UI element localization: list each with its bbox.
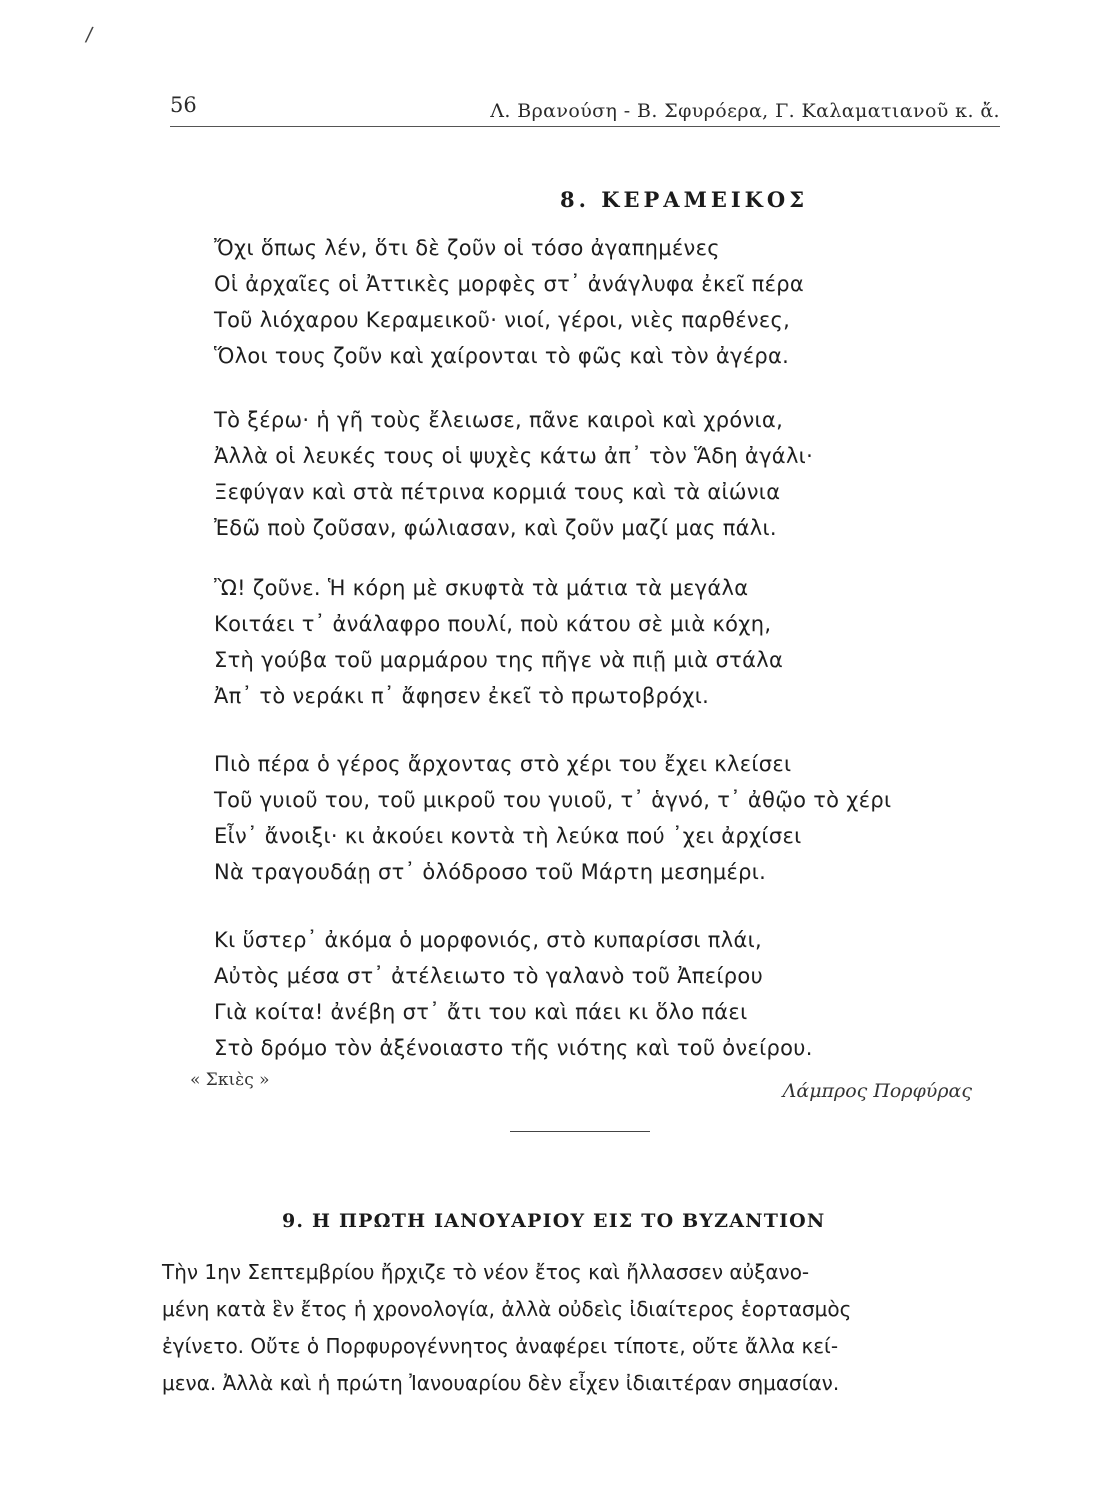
paragraph-line: ἐγίνετο. Οὔτε ὁ Πορφυρογέννητος ἀναφέρει τίποτε, οὔτε ἄλλα κεί- — [162, 1334, 839, 1358]
poem-stanza-4 — [214, 746, 1014, 890]
pencil-mark: / — [84, 21, 95, 47]
poem-stanza-3 — [214, 570, 1014, 714]
poem-line: Ὄχι ὅπως λέν, ὅτι δὲ ζοῦν οἱ τόσο ἀγαπημένες — [214, 236, 720, 260]
poem-line: Κι ὕστερ᾽ ἀκόμα ὁ μορφονιός, στὸ κυπαρίσσι πλάι, — [214, 928, 763, 952]
paragraph-line: Τὴν 1ην Σεπτεμβρίου ἤρχιζε τὸ νέον ἔτος καὶ ἤλλασσεν αὐξανο- — [162, 1260, 810, 1284]
poem-line: Ὢ! ζοῦνε. Ἡ κόρη μὲ σκυφτὰ τὰ μάτια τὰ μεγάλα — [214, 576, 749, 600]
section-separator — [510, 1131, 650, 1132]
poem-line: Τοῦ λιόχαρου Κεραμεικοῦ· νιοί, γέροι, νιὲς παρθένες, — [214, 308, 791, 332]
poem-line: Εἶν᾽ ἄνοιξι· κι ἀκούει κοντὰ τὴ λεύκα πού ᾽χει ἀρχίσει — [214, 824, 802, 848]
poem-line: Οἱ ἀρχαῖες οἱ Ἀττικὲς μορφὲς στ᾽ ἀνάγλυφα ἐκεῖ πέρα — [214, 272, 805, 296]
poem-line: Κοιτάει τ᾽ ἀνάλαφρο πουλί, ποὺ κάτου σὲ μιὰ κόχη, — [214, 612, 772, 636]
poem-line: Ἐδῶ ποὺ ζοῦσαν, φώλιασαν, καὶ ζοῦν μαζί μας πάλι. — [214, 516, 777, 540]
poem-source: « Σκιὲς » — [190, 1070, 270, 1090]
poem-stanza-2 — [214, 402, 1014, 546]
poem-line: Τοῦ γυιοῦ του, τοῦ μικροῦ του γυιοῦ, τ᾽ ἁγνό, τ᾽ ἀθῷο τὸ χέρι — [214, 788, 892, 812]
poem-line: Ἀπ᾽ τὸ νεράκι π᾽ ἄφησεν ἐκεῖ τὸ πρωτοβρόχι. — [214, 684, 710, 708]
poem-line: Γιὰ κοίτα! ἀνέβη στ᾽ ἄτι του καὶ πάει κι ὅλο πάει — [214, 1000, 748, 1024]
poem-line: Στὸ δρόμο τὸν ἀξένοιαστο τῆς νιότης καὶ τοῦ ὀνείρου. — [214, 1036, 813, 1060]
running-head: Λ. Βρανούση - Β. Σφυρόερα, Γ. Καλαματιανοῦ κ. ἄ. — [490, 100, 1000, 122]
poem-line: Αὐτὸς μέσα στ᾽ ἀτέλειωτο τὸ γαλανὸ τοῦ Ἀπείρου — [214, 964, 764, 988]
poem-line: Πιὸ πέρα ὁ γέρος ἄρχοντας στὸ χέρι του ἔχει κλείσει — [214, 752, 792, 776]
section-paragraph — [162, 1254, 1002, 1402]
poem-line: Ξεφύγαν καὶ στὰ πέτρινα κορμιά τους καὶ τὰ αἰώνια — [214, 480, 781, 504]
poem-author: Λάμπρος Πορφύρας — [782, 1080, 972, 1102]
poem-line: Ἀλλὰ οἱ λευκές τους οἱ ψυχὲς κάτω ἀπ᾽ τὸν Ἅδη ἀγάλι· — [214, 444, 814, 468]
poem-stanza-1 — [214, 230, 1014, 374]
poem-line: Τὸ ξέρω· ἡ γῆ τοὺς ἔλειωσε, πᾶνε καιροὶ καὶ χρόνια, — [214, 408, 784, 432]
paragraph-line: μένη κατὰ ἓν ἔτος ἡ χρονολογία, ἀλλὰ οὐδεὶς ἰδιαίτερος ἑορτασμὸς — [162, 1297, 852, 1321]
header-rule — [170, 126, 1000, 127]
poem-line: Νὰ τραγουδάῃ στ᾽ ὁλόδροσο τοῦ Μάρτη μεσημέρι. — [214, 860, 767, 884]
poem-title: 8. ΚΕΡΑΜΕΙΚΟΣ — [560, 187, 809, 213]
page-number: 56 — [170, 93, 197, 117]
poem-line: Στὴ γούβα τοῦ μαρμάρου της πῆγε νὰ πιῇ μιὰ στάλα — [214, 648, 784, 672]
paragraph-line: μενα. Ἀλλὰ καὶ ἡ πρώτη Ἰανουαρίου δὲν εἶχεν ἰδιαιτέραν σημασίαν. — [162, 1371, 840, 1395]
poem-stanza-5 — [214, 922, 1014, 1066]
poem-line: Ὅλοι τους ζοῦν καὶ χαίρονται τὸ φῶς καὶ τὸν ἀγέρα. — [214, 344, 790, 368]
section-title: 9. Η ΠΡΩΤΗ ΙΑΝΟΥΑΡΙΟΥ ΕΙΣ ΤΟ ΒΥΖΑΝΤΙΟΝ — [282, 1209, 826, 1232]
